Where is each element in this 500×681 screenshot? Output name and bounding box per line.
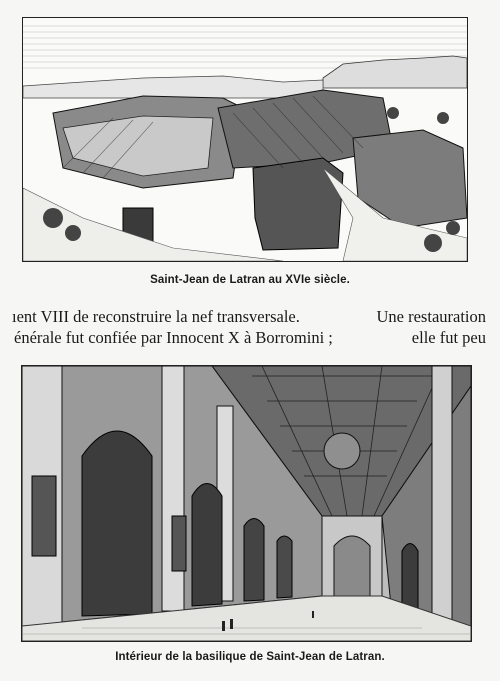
figure-caption-interior: Intérieur de la basilique de Saint-Jean de Latran. — [115, 651, 385, 663]
engraving-lateran-exterior — [22, 17, 468, 262]
body-text-left: énérale fut confiée par Innocent X à Borromini ; — [14, 328, 333, 347]
body-text-right: Une restauration — [376, 307, 486, 326]
body-text-right: elle fut peu — [411, 328, 486, 347]
figure-caption-exterior: Saint-Jean de Latran au XVIe siècle. — [150, 274, 350, 286]
body-text-left: ıent VIII de reconstruire la nef transversale. — [12, 307, 300, 326]
engraving-basilica-interior — [21, 365, 472, 642]
body-text-line — [0, 307, 500, 329]
body-text-line — [0, 328, 500, 350]
